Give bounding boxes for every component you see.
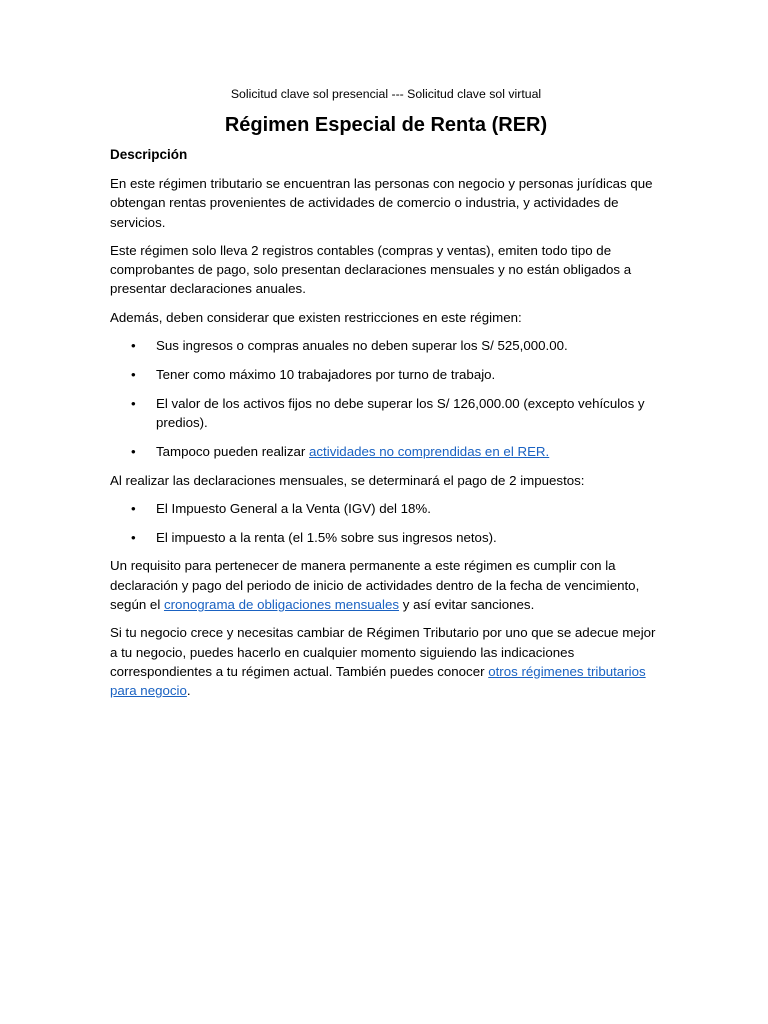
paragraph-impuestos-intro: Al realizar las declaraciones mensuales, se determinará el pago de 2 impuestos: xyxy=(110,472,585,488)
paragraph-cambio-regimen-text: Si tu negocio crece y necesitas cambiar de Régimen Tributario por uno que se adecue mejor a tu negocio, puedes hacerlo en cualquier momento siguiendo las indicaciones correspondientes a tu régimen actual. También puedes conocer xyxy=(110,625,656,679)
paragraph-cambio-regimen xyxy=(110,623,662,700)
list-item xyxy=(110,365,662,384)
list-item xyxy=(110,528,662,547)
section-heading-descripcion: Descripción xyxy=(110,147,188,162)
list-item xyxy=(110,336,662,355)
page-title: Régimen Especial de Renta (RER) xyxy=(224,114,548,136)
list-item-text: El impuesto a la renta (el 1.5% sobre sus ingresos netos). xyxy=(156,529,497,545)
link-cronograma-obligaciones[interactable]: cronograma de obligaciones mensuales xyxy=(163,597,400,613)
paragraph-requisito xyxy=(110,556,662,614)
link-actividades-no-comprendidas[interactable]: actividades no comprendidas en el RER. xyxy=(309,443,550,459)
list-item-text: Tampoco pueden realizar xyxy=(156,443,310,459)
list-item xyxy=(110,442,662,461)
paragraph-intro: En este régimen tributario se encuentran las personas con negocio y personas jurídicas que obtengan rentas provenientes de actividades de comercio o industria, y actividades de servicios. xyxy=(110,176,653,230)
bullet-icon: • xyxy=(131,338,136,354)
list-item-text: Tener como máximo 10 trabajadores por turno de trabajo. xyxy=(156,366,496,382)
document-content xyxy=(110,86,662,710)
list-item-text: El Impuesto General a la Venta (IGV) del 18%. xyxy=(156,500,431,516)
top-line: Solicitud clave sol presencial --- Solicitud clave sol virtual xyxy=(230,87,542,101)
bullet-icon: • xyxy=(131,529,136,545)
bullet-icon: • xyxy=(131,443,136,459)
paragraph-registros: Este régimen solo lleva 2 registros contables (compras y ventas), emiten todo tipo de comprobantes de pago, solo presentan declaraciones mensuales y no están obligados a presentar declaraciones anuales. xyxy=(110,242,632,297)
list-item xyxy=(110,499,662,518)
paragraph-restricciones-intro: Además, deben considerar que existen restricciones en este régimen: xyxy=(110,309,522,325)
paragraph-requisito-suffix: y así evitar sanciones. xyxy=(399,597,535,613)
paragraph-cambio-regimen-suffix: . xyxy=(186,683,191,699)
bullet-icon: • xyxy=(131,395,136,411)
list-item-text: El valor de los activos fijos no debe superar los S/ 126,000.00 (excepto vehículos y predios). xyxy=(156,395,645,430)
list-item xyxy=(110,394,662,433)
list-item-text: Sus ingresos o compras anuales no deben superar los S/ 525,000.00. xyxy=(156,338,568,354)
bullet-icon: • xyxy=(131,366,136,382)
paragraph-requisito-text: Un requisito para pertenecer de manera permanente a este régimen es cumplir con la declaración y pago del periodo de inicio de actividades dentro de la fecha de vencimiento, según el xyxy=(110,558,640,613)
restrictions-list xyxy=(110,336,662,461)
bullet-icon: • xyxy=(131,500,136,516)
link-otros-regimenes[interactable]: otros régimenes tributarios para negocio xyxy=(110,663,646,699)
taxes-list xyxy=(110,499,662,547)
